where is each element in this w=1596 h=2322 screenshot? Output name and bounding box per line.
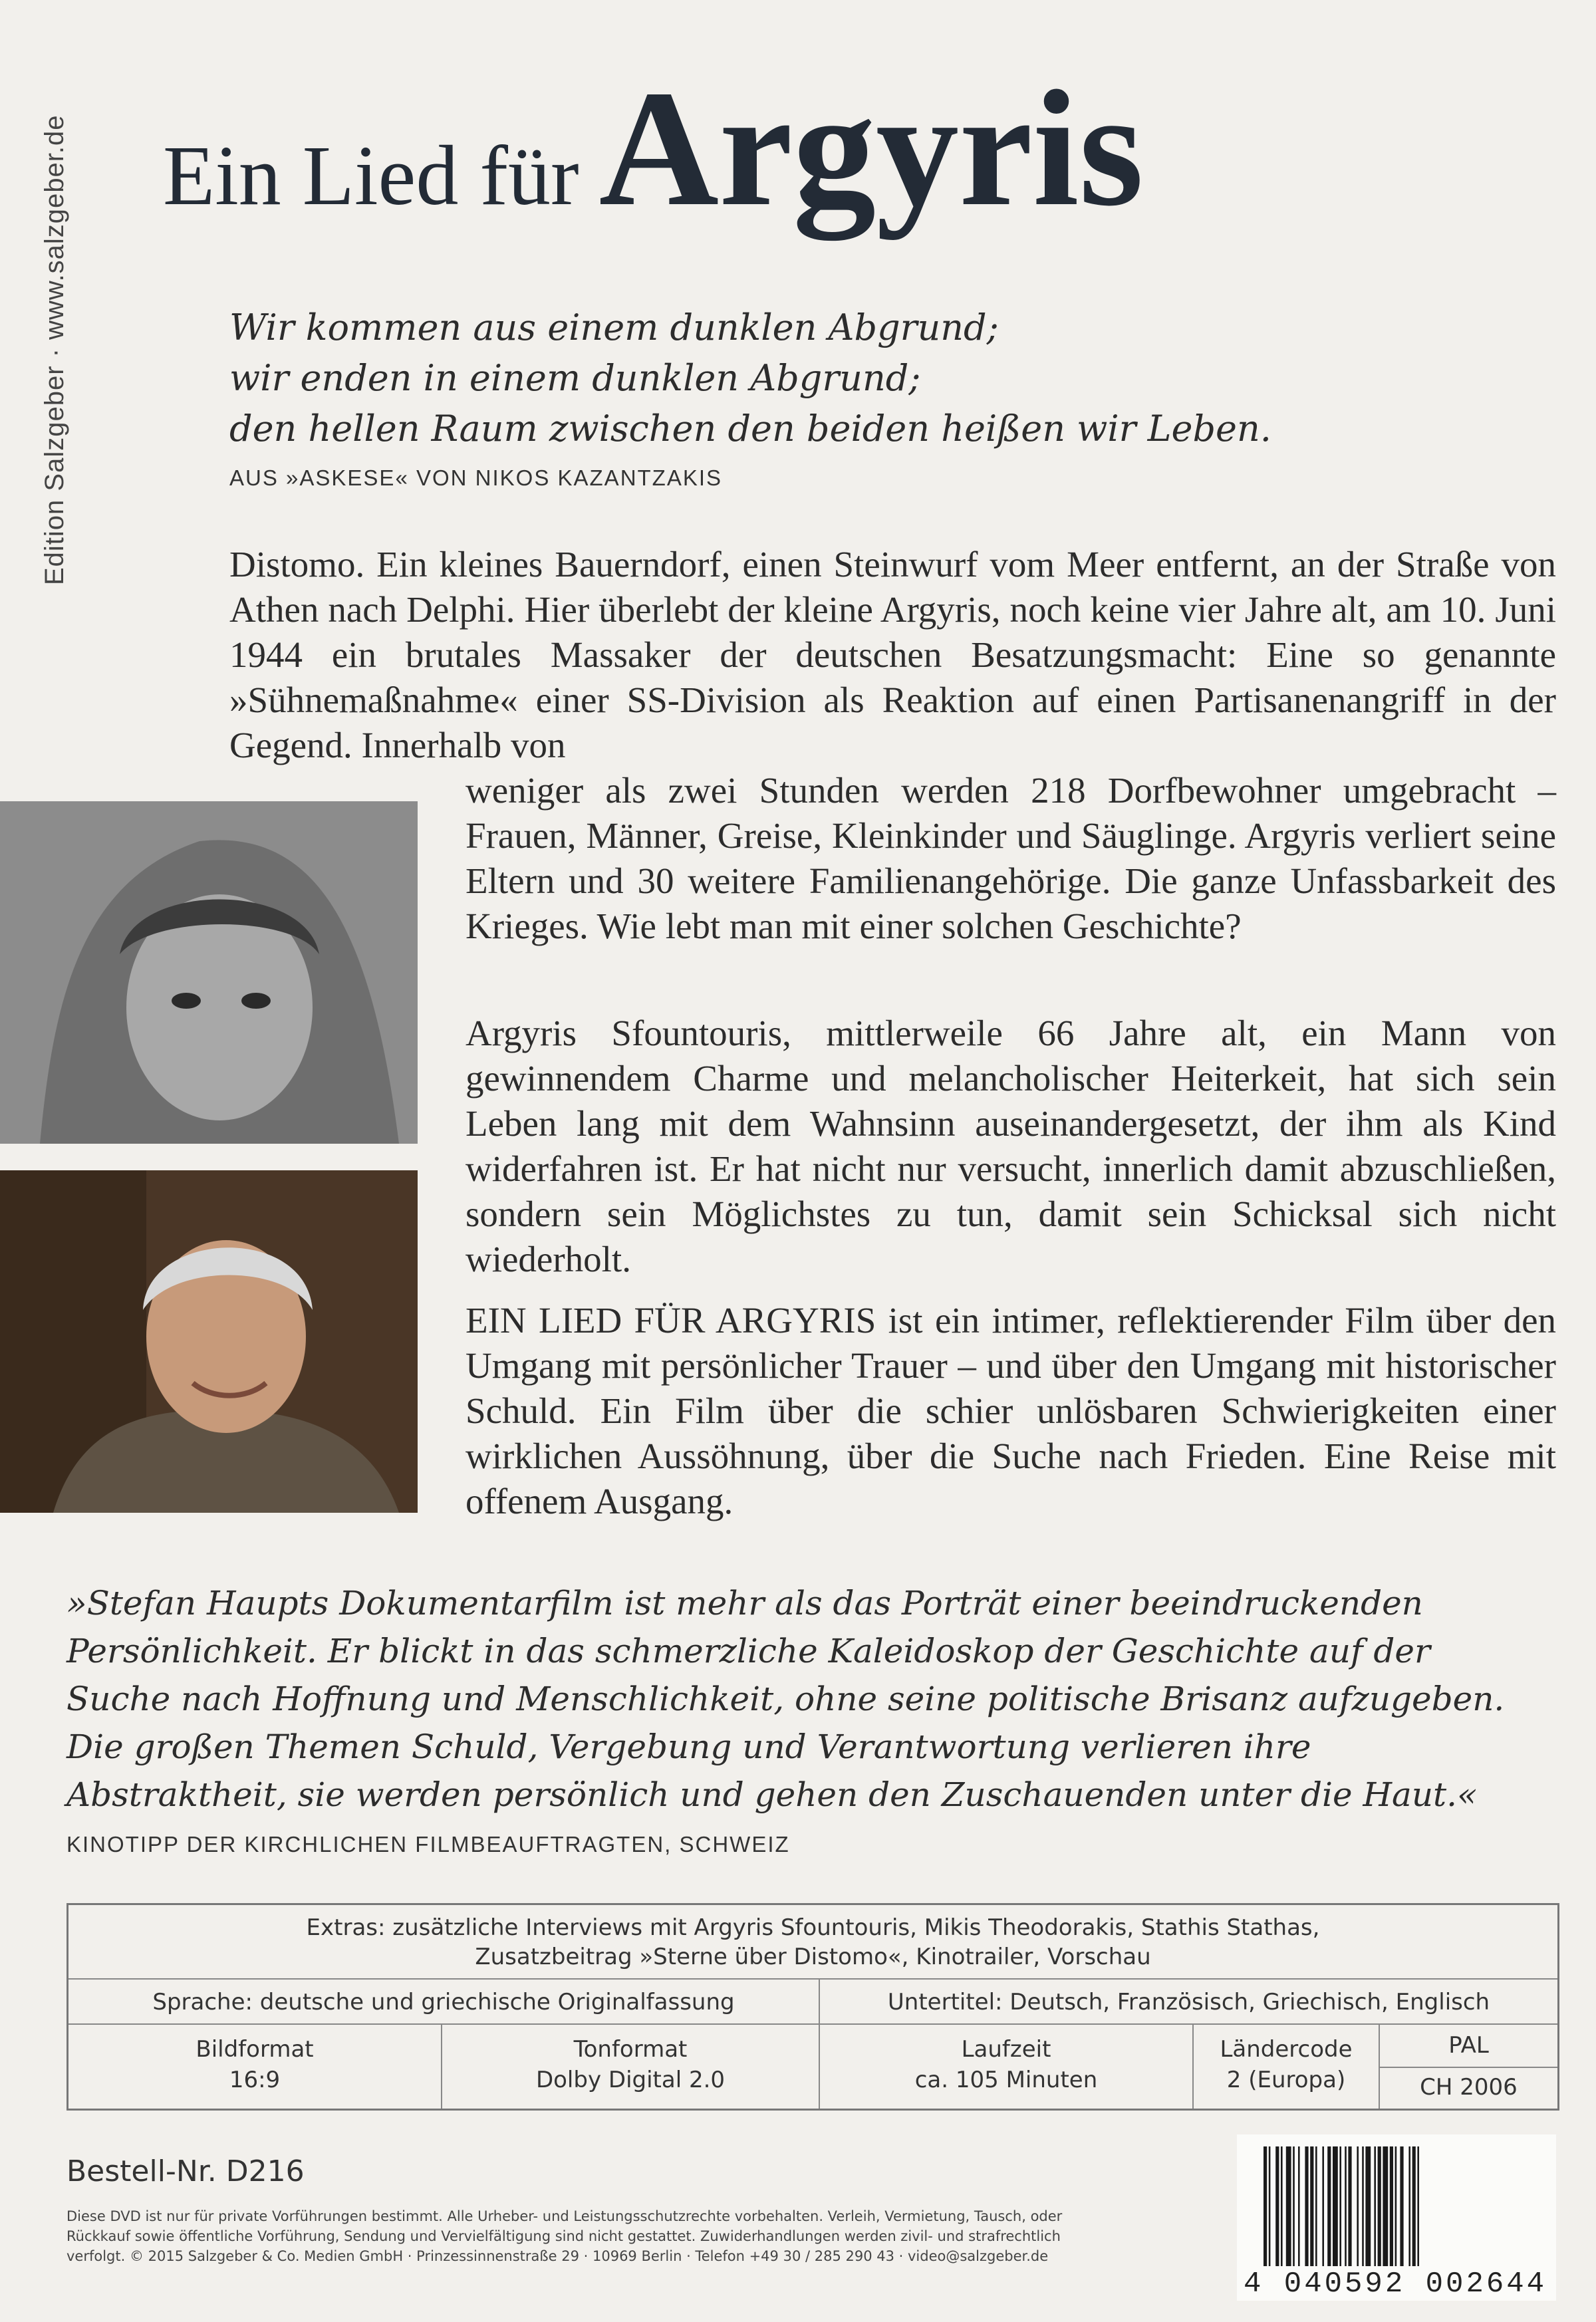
barcode-digits: 4 040592 002644 — [1244, 2267, 1547, 2301]
extras-line: Zusatzbeitrag »Sterne über Distomo«, Kinotrailer, Vorschau — [475, 1944, 1151, 1970]
runtime-value: ca. 105 Minuten — [914, 2067, 1098, 2093]
legal-notice — [66, 2206, 1224, 2266]
subtitles-cell: Untertitel: Deutsch, Französisch, Griechisch, Englisch — [819, 1980, 1557, 2023]
picture-format-cell — [68, 2025, 441, 2109]
video-norm: PAL — [1380, 2025, 1557, 2068]
body-paragraph-3: EIN LIED FÜR ARGYRIS ist ein intimer, reflektierender Film über den Umgang mit persönlicher Trauer – und über den Umgang mit historischer Schuld. Ein Film über die schier unlösbaren Schwierigkeiten einer wirklichen Aussöhnung, über die Suche nach Frieden. Eine Reise mit offenem Ausgang. — [466, 1300, 1556, 1521]
sound-format-value: Dolby Digital 2.0 — [535, 2067, 726, 2093]
norm-origin-cell — [1379, 2025, 1557, 2109]
sidebar-publisher — [40, 66, 80, 585]
press-review — [66, 1579, 1543, 1819]
title-prefix: Ein Lied für — [163, 128, 579, 223]
region-code-label: Ländercode — [1220, 2036, 1353, 2063]
legal-line: Rückkauf sowie öffentliche Vorführung, Sendung und Vervielfältigung sind nicht gestattet. Zuwiderhandlungen werden zivil- und strafrechtlich — [66, 2228, 1061, 2244]
epigraph-source: AUS »ASKESE« VON NIKOS KAZANTZAKIS — [229, 465, 723, 490]
review-line: Abstraktheit, sie werden persönlich und gehen den Zuschauenden unter die Haut.« — [66, 1775, 1478, 1814]
review-line: Persönlichkeit. Er blickt in das schmerzliche Kaleidoskop der Geschichte auf der — [66, 1632, 1430, 1670]
body-paragraph-1b: weniger als zwei Stunden werden 218 Dorfbewohner umgebracht – Frauen, Männer, Greise, Kleinkinder und Säuglinge. Argyris verliert seine Eltern und 30 weitere Familienangehörige. Die ganze Unfassbarkeit des Krieges. Wie lebt man mit einer solchen Geschichte? — [466, 770, 1556, 946]
format-row — [68, 2025, 1557, 2109]
epigraph-line: den hellen Raum zwischen den beiden heißen wir Leben. — [229, 408, 1271, 450]
region-code-cell — [1192, 2025, 1379, 2109]
sound-format-label: Tonformat — [573, 2036, 688, 2063]
title-main: Argyris — [598, 57, 1144, 241]
legal-line: Diese DVD ist nur für private Vorführungen bestimmt. Alle Urheber- und Leistungsschutzrechte vorbehalten. Verleih, Vermietung, Tausch, oder — [66, 2208, 1063, 2224]
language-cell: Sprache: deutsche und griechische Originalfassung — [152, 1989, 735, 2015]
photo-child — [0, 801, 418, 1144]
extras-line: Extras: zusätzliche Interviews mit Argyris Sfountouris, Mikis Theodorakis, Stathis Stathas, — [306, 1914, 1320, 1941]
body-paragraph-2: Argyris Sfountouris, mittlerweile 66 Jahre alt, ein Mann von gewinnendem Charme und melancholischer Heiterkeit, hat sich sein Leben lang mit dem Wahnsinn auseinandergesetzt, der ihm als Kind widerfahren ist. Er hat nicht nur versucht, innerlich damit abzuschließen, sondern sein Möglichstes zu tun, damit sein Schicksal sich nicht wiederholt. — [466, 1013, 1556, 1279]
review-line: Die großen Themen Schuld, Vergebung und Verantwortung verlieren ihre — [66, 1728, 1311, 1766]
region-code-value: 2 (Europa) — [1226, 2067, 1346, 2093]
extras-row — [68, 1905, 1557, 1980]
runtime-label: Laufzeit — [961, 2036, 1051, 2063]
picture-format-value: 16:9 — [229, 2067, 281, 2093]
origin-year: CH 2006 — [1420, 2074, 1518, 2101]
picture-format-label: Bildformat — [196, 2036, 314, 2063]
review-line: Suche nach Hoffnung und Menschlichkeit, ohne seine politische Brisanz aufzugeben. — [66, 1680, 1505, 1718]
page-title — [163, 53, 1144, 245]
barcode-bars — [1264, 2146, 1543, 2266]
sound-format-cell — [441, 2025, 819, 2109]
review-source: KINOTIPP DER KIRCHLICHEN FILMBEAUFTRAGTEN, SCHWEIZ — [66, 1832, 790, 1857]
order-number: Bestell-Nr. D216 — [66, 2154, 305, 2188]
epigraph-line: Wir kommen aus einem dunklen Abgrund; — [229, 307, 999, 348]
barcode — [1237, 2134, 1556, 2301]
epigraph — [229, 303, 1526, 454]
sidebar-text: Edition Salzgeber · www.salzgeber.de — [40, 114, 69, 585]
technical-info-box — [66, 1903, 1559, 2111]
epigraph-line: wir enden in einem dunklen Abgrund; — [229, 357, 921, 399]
photo-old-man — [0, 1170, 418, 1513]
runtime-cell — [819, 2025, 1192, 2109]
legal-line: verfolgt. © 2015 Salzgeber & Co. Medien GmbH · Prinzessinnenstraße 29 · 10969 Berlin · Telefon +49 30 / 285 290 43 · video@salzgeber.de — [66, 2248, 1049, 2264]
language-row — [68, 1980, 1557, 2025]
body-paragraph-1a: Distomo. Ein kleines Bauerndorf, einen Steinwurf vom Meer entfernt, an der Straße von Athen nach Delphi. Hier überlebt der kleine Argyris, noch keine vier Jahre alt, am 10. Juni 1944 ein brutales Massaker der deutschen Besatzungsmacht: Eine so genannte »Sühnemaßnahme« einer SS-Division als Reaktion auf einen Partisanenangriff in der Gegend. Innerhalb von — [229, 544, 1556, 765]
review-line: »Stefan Haupts Dokumentarfilm ist mehr als das Porträt einer beeindruckenden — [66, 1584, 1423, 1622]
